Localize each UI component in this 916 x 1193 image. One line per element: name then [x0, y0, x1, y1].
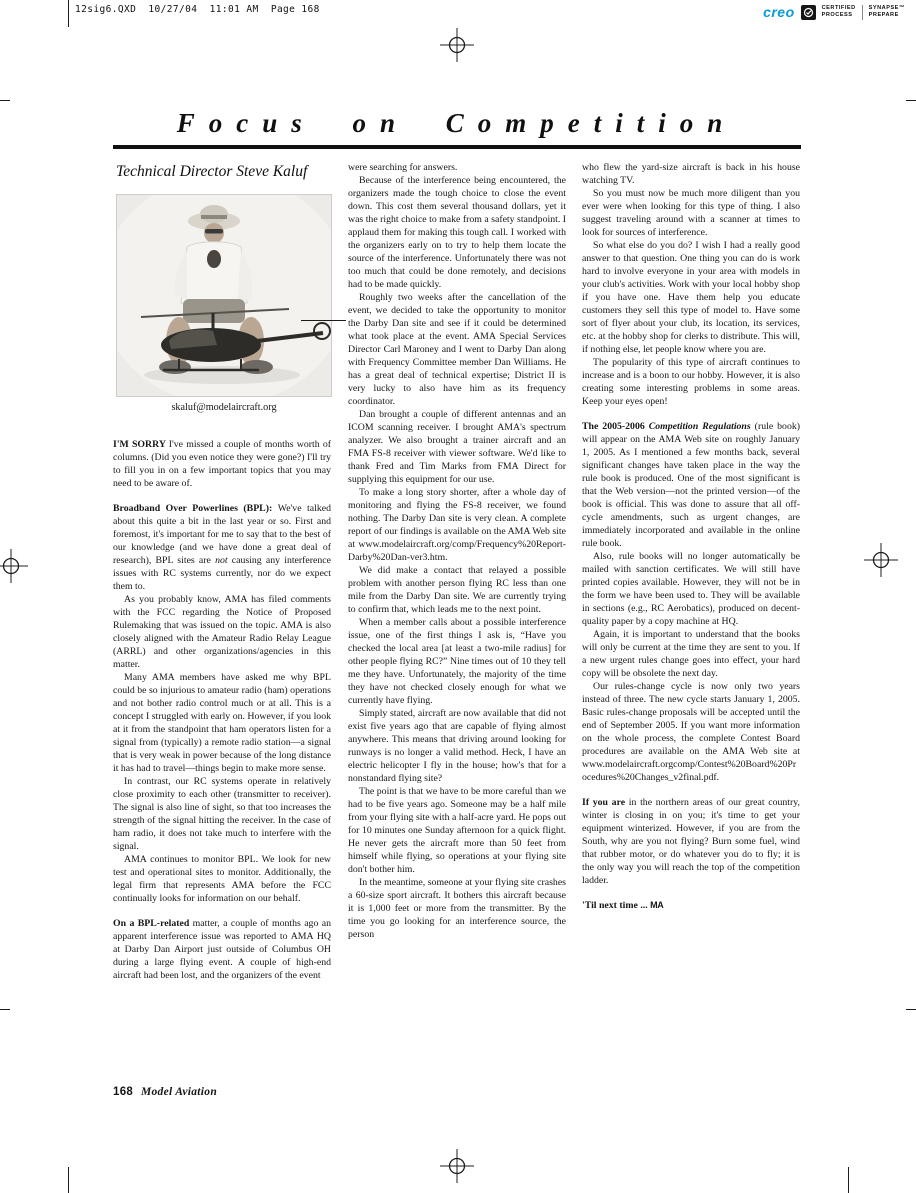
paragraph: In the meantime, someone at your flying site crashes a 60-size sport aircraft. It bothers this aircraft because it is 1,000 feet or more from the transmitter. By the time you go looking for an interference source, the person [348, 877, 566, 940]
paragraph: To make a long story shorter, after a whole day of monitoring and flying the FS-8 receiver, we found nothing. The Darby Dan site is very clean. A complete report of our findings is available on the AMA Web site at www.modelaircraft.org/comp/Frequency%20Report-Darby%20Dan-ver3.htm. [348, 487, 566, 563]
process-line: PROCESS [821, 12, 853, 18]
crop-mark [68, 1167, 69, 1193]
creo-logo: creo [763, 4, 795, 20]
column-left [113, 438, 331, 1072]
byline: Technical Director Steve Kaluf [116, 163, 308, 180]
callout-line [301, 320, 346, 321]
synapse-line: SYNAPSE™ [868, 5, 905, 11]
paragraph: Roughly two weeks after the cancellation of the event, we decided to take the opportunity to monitor the Darby Dan site and see if it could be determined what took place at the event. AMA Special Services Director Carl Maroney and I went to Darby Dan along with Frequency Committee member Dan Williams. He has a great deal of technical expertise; District II is very lucky to also have him as its frequency coordinator. [348, 292, 566, 407]
crop-mark [848, 1167, 849, 1193]
paragraph: Broadband Over Powerlines (BPL): We've talked about this quite a bit in the last year or so. First and foremost, it's important for me to say that to the best of our knowledge (and we have done a great deal of research), BPL sites are not causing any interference issues with RC systems currently, nor do we expect them to. [113, 503, 331, 592]
paragraph: I'M SORRY I've missed a couple of months worth of columns. (Did you even notice they were gone?) I'll try to fill you in on a few important topics that you may need to be aware of. [113, 439, 331, 489]
paragraph: Again, it is important to understand that the books will only be current at the time they are sent to you. If a new urgent rules change goes into effect, your hard copy will be obsolete the next day. [582, 629, 800, 679]
page-title: Focus on Competition [176, 108, 737, 138]
magazine-name: Model Aviation [140, 1086, 218, 1098]
paragraph: Many AMA members have asked me why BPL could be so injurious to amateur radio (ham) operations and not bother radio control much or at all. This is a concept I struggled with early on. However, if you look at it from the standpoint that ham operators listen for a signal from (typically) a remote radio station—a signal that is very weak in power because of the long distance it has had to travel—things begin to make more sense. [113, 672, 331, 774]
crop-mark [0, 1009, 10, 1010]
paragraph: who flew the yard-size aircraft is back in his house watching TV. [582, 162, 800, 186]
registration-mark-icon [440, 1149, 474, 1183]
paragraph: The point is that we have to be more careful than we had to be five years ago. Someone may be a half mile from your flying site with a half-acre yard. He pops out for 10 minutes one Sunday afternoon for a quick flight. He never gets the aircraft more than 50 feet from himself while flying, so operations at your flying site don't bother him. [348, 786, 566, 875]
paragraph: If you are in the northern areas of our great country, winter is closing in on you; it's time to get your equipment winterized. However, if you are from the South, why are you not flying? Burn some fuel, wind that rubber motor, or do whatever you do to fly; it is the only way you will reach the top of the competition ladder. [582, 797, 800, 886]
paragraph: Also, rule books will no longer automatically be mailed with sanction certificates. We will still have printed copies available. However, they will not be in the form we have been used to. They will be available in sections (e.g., RC Aerobatics), produced on decent-quality paper by a copy machine at HQ. [582, 551, 800, 627]
paragraph: When a member calls about a possible interference issue, one of the first things I ask is, “Have you checked the local area [at least a two-mile radius] for other people flying RC?” Nine times out of 10 they tell me they have. Unfortunately, the majority of the time they have not checked closely enough for what we currently have flying. [348, 617, 566, 706]
logo-divider [862, 5, 863, 20]
prepare-line: PREPARE [868, 12, 899, 18]
title-rule [113, 145, 801, 149]
registration-mark-icon [864, 543, 898, 577]
photo-caption: skaluf@modelaircraft.org [171, 402, 277, 413]
paragraph: Because of the interference being encountered, the organizers made the tough choice to close the event down. This cost them several thousand dollars, yet it was the right choice to make from a safety standpoint. I applaud them for making this tough call. I worked with the organizers early on to try to help them locate the source of the interference. Unfortunately there was not too much that could be done remotely, and decisions had to be made quickly. [348, 175, 566, 290]
crop-mark [68, 0, 69, 27]
page-number: 168 [113, 1086, 134, 1098]
prepress-logo-block [763, 4, 905, 20]
paragraph: We did make a contact that relayed a possible problem with another person flying RC less than one mile from the Darby Dan site. We are currently trying to confirm that, which leads me to the next point. [348, 565, 566, 615]
crop-mark [0, 100, 10, 101]
paragraph: were searching for answers. [348, 162, 458, 173]
crop-mark [906, 100, 916, 101]
certified-line: CERTIFIED [821, 5, 856, 11]
paragraph: So what else do you do? I wish I had a really good answer to that question. One thing you can do is work hard to involve everyone in your area with models in your club's activities. Work with your local hobby shop if you have one. Have them help you educate customers they sell this type of model to. Have some sort of flyer about your club, its location, its services, etc. at the hobby shop for clerks to distribute. This will, if nothing else, let people know where you are. [582, 240, 800, 355]
paragraph: Our rules-change cycle is now only two years instead of three. The new cycle starts January 1, 2005. Basic rules-change proposals will be accepted until the end of September 2005. If you want more information on the whole process, the complete Contest Board procedures are available on the AMA Web site at www.modelaircraft.orgcomp/Contest%20Board%20Procedures%20Changes_v2final.pdf. [582, 681, 800, 783]
certified-process-icon [801, 5, 816, 20]
certified-process-label [822, 5, 856, 19]
page-footer [113, 1086, 217, 1098]
crop-mark [906, 1009, 916, 1010]
registration-mark-icon [0, 549, 28, 583]
photo-steve-kaluf [117, 195, 331, 396]
paragraph: Simply stated, aircraft are now available that did not exist five years ago that are capable of flying almost anywhere. This means that driving around looking for runways is no longer a valid method. Heck, I have an electric helicopter I fly in the house; how's that for a nonstandard flying site? [348, 708, 566, 784]
paragraph: Dan brought a couple of different antennas and an ICOM scanning receiver. I brought AMA's spectrum analyzer. We also brought a trainer aircraft and an FMA FS-8 receiver with viewer software. We'd like to thank Fred and Tim Marks from FMA Direct for supplying this equipment for our use. [348, 409, 566, 485]
column-right [582, 161, 800, 1077]
prepress-slug: 12sig6.QXD 10/27/04 11:01 AM Page 168 [75, 4, 320, 15]
registration-mark-icon [440, 28, 474, 62]
paragraph: On a BPL-related matter, a couple of months ago an apparent interference issue was reported to AMA HQ at Darby Dan Airport just outside of Columbus OH during a large flying event. A couple of high-end aircraft had been lost, and the organizers of the event [113, 918, 331, 981]
paragraph: As you probably know, AMA has filed comments with the FCC regarding the Notice of Proposed Rulemaking that was issued on the topic. AMA is also closely aligned with the Amateur Radio Relay League (ARRL) and other organizations/agencies in this matter. [113, 594, 331, 670]
paragraph: 'Til next time ... MA [582, 900, 664, 911]
paragraph: The popularity of this type of aircraft continues to increase and is a boon to our hobby. However, it is also creating some interesting problems in some areas. Keep your eyes open! [582, 357, 800, 407]
paragraph: So you must now be much more diligent than you ever were when looking for this type of thing. I also suggest traveling around with a scanner at times to look for sources of interference. [582, 188, 800, 238]
synapse-prepare-label [869, 5, 905, 19]
paragraph: In contrast, our RC systems operate in relatively close proximity to each other (transmitter to receiver). The signal is also line of sight, so that too increases the strength of the signal hitting the receiver. In the case of ham radio, it does not take much to interfere with the signal. [113, 776, 331, 852]
paragraph: The 2005-2006 Competition Regulations (rule book) will appear on the AMA Web site on roughly January 1, 2005. As I mentioned a few months back, several significant changes have taken place in the way the rule book is produced. One of the most significant is that the Web version—not the printed version—of the book is official. This was done to assure that all off-cycle amendments, such as urgent changes, are immediately incorporated and available in the online rule book. [582, 421, 800, 549]
column-middle [348, 161, 566, 1073]
paragraph: AMA continues to monitor BPL. We look for new test and operational sites to monitor. Additionally, the legal firm that represents AMA before the FCC continually looks for information on our behalf. [113, 854, 331, 904]
